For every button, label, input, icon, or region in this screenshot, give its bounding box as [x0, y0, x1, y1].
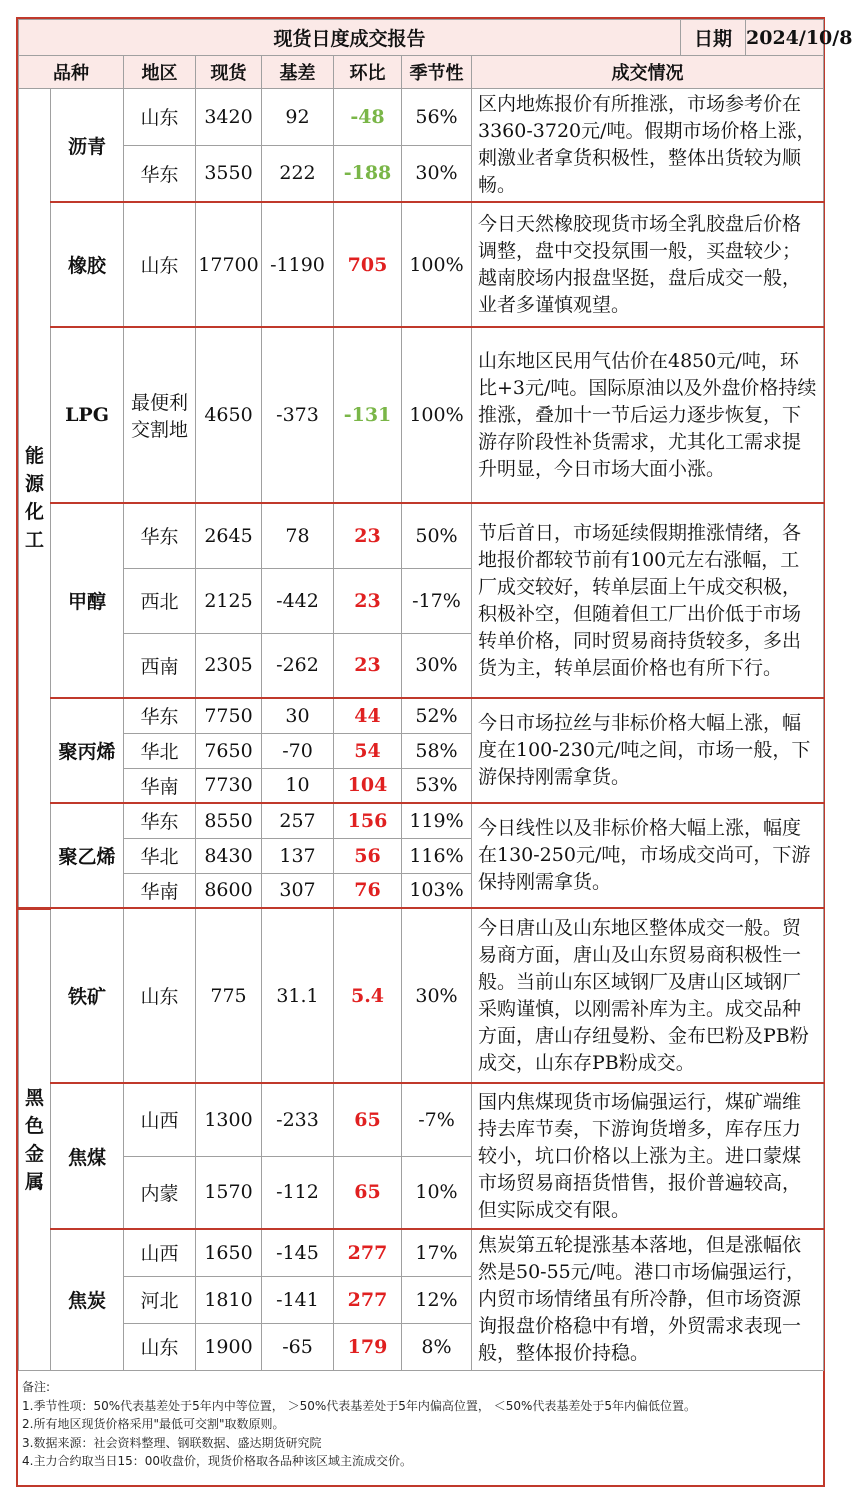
table-row	[19, 698, 824, 733]
basis-cell: 257	[262, 803, 334, 838]
trading-description: 区内地炼报价有所推涨，市场参考价在3360-3720元/吨。假期市场价格上涨，刺激业者拿货积极性，整体出货较为顺畅。	[472, 89, 824, 203]
change-cell: -48	[334, 89, 402, 146]
basis-cell: 78	[262, 503, 334, 568]
trading-description: 今日唐山及山东地区整体成交一般。贸易商方面，唐山及山东贸易商积极性一般。当前山东区域钢厂及唐山区域钢厂采购谨慎，以刚需补库为主。成交品种方面，唐山存纽曼粉、金布巴粉及PB粉成交，山东存PB粉成交。	[472, 908, 824, 1083]
product-name: 聚丙烯	[51, 698, 124, 803]
change-cell: 44	[334, 698, 402, 733]
basis-cell: 10	[262, 768, 334, 803]
change-cell: 179	[334, 1323, 402, 1370]
region-cell: 华南	[124, 768, 196, 803]
spot-price-cell: 1570	[196, 1156, 262, 1229]
seasonality-cell: 100%	[402, 327, 472, 503]
region-cell: 山东	[124, 908, 196, 1083]
product-name: LPG	[51, 327, 124, 503]
basis-cell: 137	[262, 838, 334, 873]
change-cell: 104	[334, 768, 402, 803]
seasonality-cell: 100%	[402, 202, 472, 327]
spot-price-cell: 1650	[196, 1229, 262, 1276]
date-label: 日期	[681, 20, 746, 56]
seasonality-cell: 10%	[402, 1156, 472, 1229]
header-basis: 基差	[262, 56, 334, 89]
seasonality-cell: 103%	[402, 873, 472, 908]
trading-description: 节后首日，市场延续假期推涨情绪，各地报价都较节前有100元左右涨幅，工厂成交较好，转单层面上午成交积极，积极补空，但随着但工厂出价低于市场转单价格，同时贸易商持货较多，多出货为主，转单层面价格也有所下行。	[472, 503, 824, 698]
spot-price-cell: 7750	[196, 698, 262, 733]
basis-cell: -1190	[262, 202, 334, 327]
change-cell: 23	[334, 568, 402, 633]
seasonality-cell: 30%	[402, 145, 472, 202]
change-cell: 277	[334, 1229, 402, 1276]
seasonality-cell: 30%	[402, 633, 472, 698]
spot-price-cell: 2305	[196, 633, 262, 698]
table-row	[19, 503, 824, 568]
basis-cell: -112	[262, 1156, 334, 1229]
region-cell: 山东	[124, 202, 196, 327]
product-name: 沥青	[51, 89, 124, 203]
change-cell: 156	[334, 803, 402, 838]
region-cell: 内蒙	[124, 1156, 196, 1229]
spot-price-cell: 8430	[196, 838, 262, 873]
table-row	[19, 803, 824, 838]
spot-price-cell: 7730	[196, 768, 262, 803]
seasonality-cell: 56%	[402, 89, 472, 146]
sector-label: 黑 色 金 属	[19, 908, 51, 1370]
region-cell: 山西	[124, 1229, 196, 1276]
basis-cell: -65	[262, 1323, 334, 1370]
region-cell: 华东	[124, 503, 196, 568]
spot-price-cell: 2125	[196, 568, 262, 633]
change-cell: 277	[334, 1276, 402, 1323]
note-line: 4.主力合约取当日15：00收盘价，现货价格取各品种该区域主流成交价。	[22, 1454, 412, 1468]
region-cell: 华北	[124, 838, 196, 873]
seasonality-cell: 53%	[402, 768, 472, 803]
change-cell: 65	[334, 1156, 402, 1229]
table-row	[19, 202, 824, 327]
header-product: 品种	[19, 56, 124, 89]
region-cell: 华东	[124, 698, 196, 733]
header-seasonality: 季节性	[402, 56, 472, 89]
basis-cell: -70	[262, 733, 334, 768]
header-trading: 成交情况	[472, 56, 824, 89]
product-name: 甲醇	[51, 503, 124, 698]
change-cell: 56	[334, 838, 402, 873]
spot-price-cell: 8600	[196, 873, 262, 908]
product-name: 焦煤	[51, 1083, 124, 1229]
spot-price-cell: 3550	[196, 145, 262, 202]
basis-cell: -373	[262, 327, 334, 503]
basis-cell: 30	[262, 698, 334, 733]
product-name: 焦炭	[51, 1229, 124, 1370]
region-cell: 华南	[124, 873, 196, 908]
region-cell: 山西	[124, 1083, 196, 1156]
trading-description: 焦炭第五轮提涨基本落地，但是涨幅依然是50-55元/吨。港口市场偏强运行，内贸市场情绪虽有所冷静，但市场资源询报盘价格稳中有增，外贸需求表现一般，整体报价持稳。	[472, 1229, 824, 1370]
basis-cell: 31.1	[262, 908, 334, 1083]
note-line: 3.数据来源：社会资料整理、钢联数据、盛达期货研究院	[22, 1435, 322, 1450]
change-cell: 65	[334, 1083, 402, 1156]
note-line: 2.所有地区现货价格采用"最低可交割"取数原则。	[22, 1417, 285, 1431]
spot-price-cell: 8550	[196, 803, 262, 838]
spot-price-cell: 1300	[196, 1083, 262, 1156]
change-cell: 23	[334, 633, 402, 698]
change-cell: -131	[334, 327, 402, 503]
region-cell: 华北	[124, 733, 196, 768]
table-row	[19, 89, 824, 146]
report-title: 现货日度成交报告	[19, 20, 681, 56]
trading-description: 今日线性以及非标价格大幅上涨，幅度在130-250元/吨，市场成交尚可，下游保持刚需拿货。	[472, 803, 824, 908]
table-row	[19, 327, 824, 503]
trading-description: 今日天然橡胶现货市场全乳胶盘后价格调整，盘中交投氛围一般，买盘较少；越南胶场内报盘坚挺，盘后成交一般，业者多谨慎观望。	[472, 202, 824, 327]
product-name: 聚乙烯	[51, 803, 124, 908]
basis-cell: 307	[262, 873, 334, 908]
seasonality-cell: -17%	[402, 568, 472, 633]
basis-cell: 92	[262, 89, 334, 146]
region-cell: 西北	[124, 568, 196, 633]
spot-price-cell: 1900	[196, 1323, 262, 1370]
seasonality-cell: 17%	[402, 1229, 472, 1276]
change-cell: 54	[334, 733, 402, 768]
header-region: 地区	[124, 56, 196, 89]
spot-price-cell: 7650	[196, 733, 262, 768]
spot-price-cell: 2645	[196, 503, 262, 568]
region-cell: 山东	[124, 1323, 196, 1370]
change-cell: 5.4	[334, 908, 402, 1083]
spot-price-cell: 1810	[196, 1276, 262, 1323]
table-row	[19, 908, 824, 1083]
region-cell: 华东	[124, 803, 196, 838]
seasonality-cell: 52%	[402, 698, 472, 733]
seasonality-cell: 30%	[402, 908, 472, 1083]
trading-description: 国内焦煤现货市场偏强运行，煤矿端维持去库节奏，下游询货增多，库存压力较小，坑口价格以上涨为主。进口蒙煤市场贸易商捂货惜售，报价普遍较高，但实际成交有限。	[472, 1083, 824, 1229]
region-cell: 河北	[124, 1276, 196, 1323]
change-cell: 76	[334, 873, 402, 908]
table-row	[19, 1229, 824, 1276]
seasonality-cell: 12%	[402, 1276, 472, 1323]
notes-heading: 备注:	[22, 1380, 51, 1394]
product-name: 橡胶	[51, 202, 124, 327]
trading-description: 今日市场拉丝与非标价格大幅上涨，幅度在100-230元/吨之间，市场一般，下游保持刚需拿货。	[472, 698, 824, 803]
seasonality-cell: -7%	[402, 1083, 472, 1156]
seasonality-cell: 119%	[402, 803, 472, 838]
basis-cell: -233	[262, 1083, 334, 1156]
change-cell: -188	[334, 145, 402, 202]
seasonality-cell: 50%	[402, 503, 472, 568]
basis-cell: 222	[262, 145, 334, 202]
basis-cell: -442	[262, 568, 334, 633]
trading-description: 山东地区民用气估价在4850元/吨，环比+3元/吨。国际原油以及外盘价格持续推涨，叠加十一节后运力逐步恢复，下游存阶段性补货需求，尤其化工需求提升明显，今日市场大面小涨。	[472, 327, 824, 503]
seasonality-cell: 8%	[402, 1323, 472, 1370]
region-cell: 华东	[124, 145, 196, 202]
notes-section	[22, 1378, 817, 1471]
table-row	[19, 1083, 824, 1156]
header-spot: 现货	[196, 56, 262, 89]
region-cell: 最便利交割地	[124, 327, 196, 503]
basis-cell: -262	[262, 633, 334, 698]
product-name: 铁矿	[51, 908, 124, 1083]
region-cell: 山东	[124, 89, 196, 146]
seasonality-cell: 58%	[402, 733, 472, 768]
basis-cell: -141	[262, 1276, 334, 1323]
change-cell: 23	[334, 503, 402, 568]
spot-price-cell: 17700	[196, 202, 262, 327]
sector-label: 能 源 化 工	[19, 89, 51, 909]
header-change: 环比	[334, 56, 402, 89]
note-line: 1.季节性项：50%代表基差处于5年内中等位置， ＞50%代表基差处于5年内偏高位置， ＜50%代表基差处于5年内偏低位置。	[22, 1398, 697, 1413]
spot-price-cell: 3420	[196, 89, 262, 146]
region-cell: 西南	[124, 633, 196, 698]
basis-cell: -145	[262, 1229, 334, 1276]
report-table	[18, 19, 852, 1371]
change-cell: 705	[334, 202, 402, 327]
spot-price-cell: 4650	[196, 327, 262, 503]
spot-price-cell: 775	[196, 908, 262, 1083]
date-value: 2024/10/8	[746, 20, 824, 56]
seasonality-cell: 116%	[402, 838, 472, 873]
